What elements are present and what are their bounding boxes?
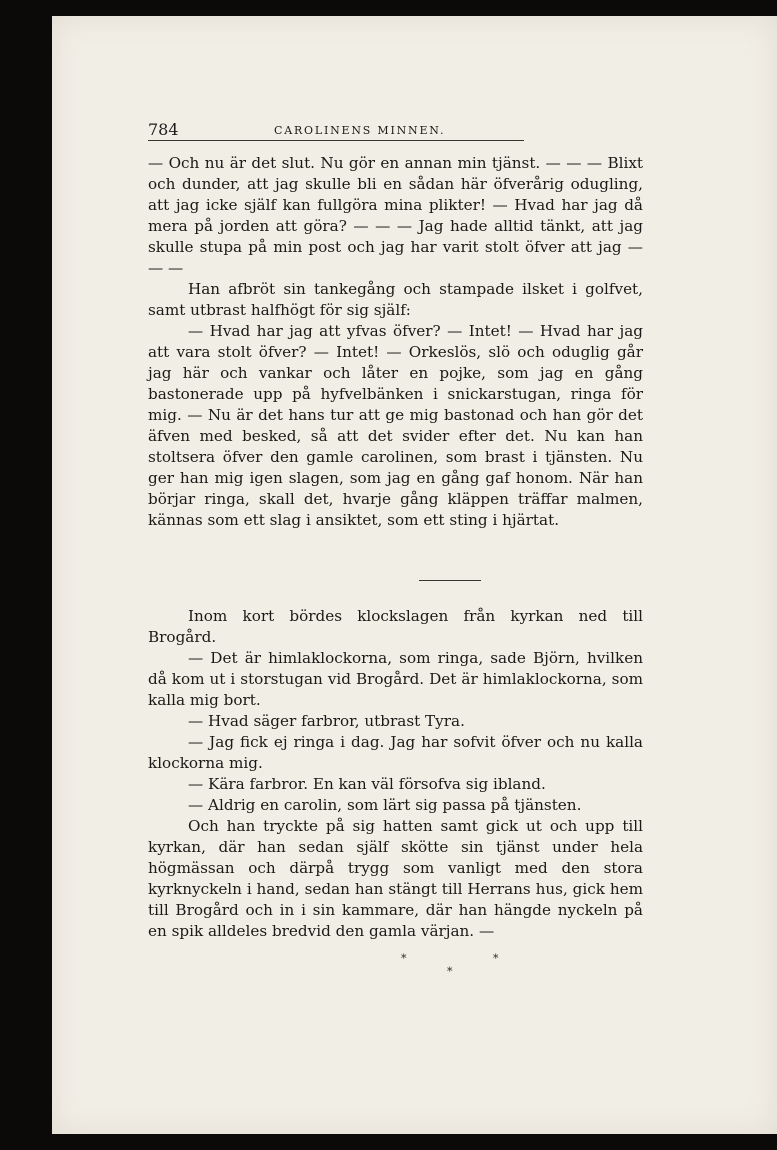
asterism-ornament [400,952,506,982]
asterisk-icon: * [447,965,453,978]
paragraph: — Aldrig en carolin, som lärt sig passa på tjänsten. [188,796,582,814]
paragraph: Inom kort bördes klockslagen från kyrkan ned till Brogård. [148,607,643,646]
paragraph: — Det är himlaklockorna, som ringa, sade Björn, hvilken då kom ut i storstugan vid Brogård. Det är himlaklockorna, som kalla mig bort. [148,649,643,709]
page-number: 784 [148,120,179,139]
running-title: CAROLINENS MINNEN. [274,124,446,137]
asterisk-icon: * [401,952,407,965]
body-text-section-1 [148,153,643,531]
section-divider [419,580,481,581]
paragraph: Han afbröt sin tankegång och stampade ilsket i golfvet, samt utbrast halfhögt för sig själf: [148,280,643,319]
page-header [148,110,524,141]
body-text-section-2 [148,606,643,942]
paragraph: — Hvad har jag att yfvas öfver? — Intet! — Hvad har jag att vara stolt öfver? — Intet! — Orkeslös, slö och oduglig går jag här och vankar och låter en pojke, som jag en gång bastonerade upp på hyfvelbänken i snickarstugan, ringa för mig. — Nu är det hans tur att ge mig bastonad och han gör det äfven med besked, så att det svider efter det. Nu kan han stoltsera öfver den gamle carolinen, som brast i tjänsten. Nu ger han mig igen slagen, som jag en gång gaf honom. När han börjar ringa, skall det, hvarje gång kläppen träffar malmen, kännas som ett slag i ansiktet, som ett sting i hjärtat. [148,322,643,529]
paragraph: — Kära farbror. En kan väl försofva sig ibland. [188,775,546,793]
paragraph: — Och nu är det slut. Nu gör en annan min tjänst. — — — Blixt och dunder, att jag skulle bli en sådan här öfverårig odugling, att jag icke själf kan fullgöra mina plikter! — Hvad har jag då mera på jorden att göra? — — — Jag hade alltid tänkt, att jag skulle stupa på min post och jag har varit stolt öfver att jag — — — [148,154,643,277]
paragraph: — Jag fick ej ringa i dag. Jag har sofvit öfver och nu kalla klockorna mig. [148,733,643,772]
paragraph: — Hvad säger farbror, utbrast Tyra. [188,712,465,730]
paragraph: Och han tryckte på sig hatten samt gick ut och upp till kyrkan, där han sedan själf skötte sin tjänst under hela högmässan och därpå trygg som vanligt med den stora kyrknyckeln i hand, sedan han stängt till Herrans hus, gick hem till Brogård och in i sin kammare, där han hängde nyckeln på en spik alldeles bredvid den gamla värjan. — [148,817,643,940]
asterisk-icon: * [493,952,499,965]
